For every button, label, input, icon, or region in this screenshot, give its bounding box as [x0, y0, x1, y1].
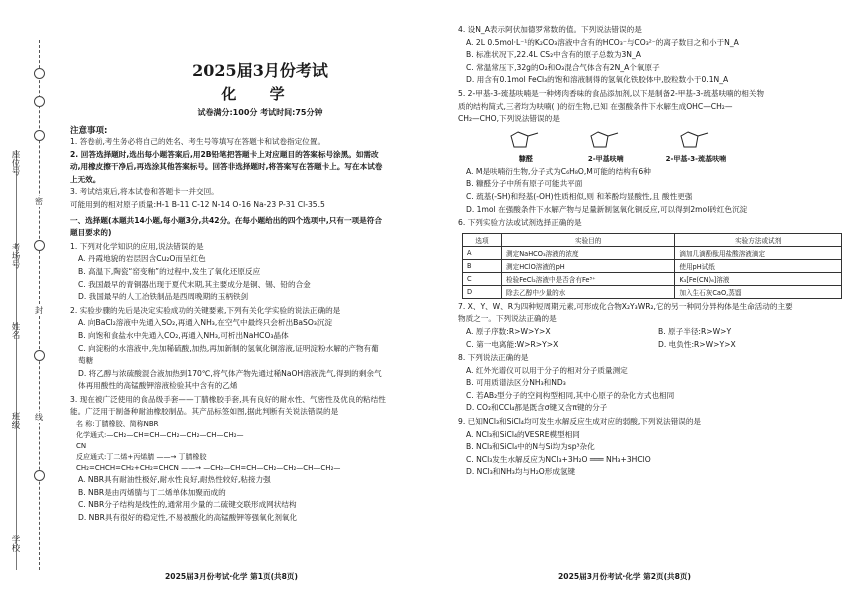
question	[458, 301, 850, 351]
section-heading	[70, 215, 450, 240]
answer-option: C. 向淀粉的水溶液中,先加稀硫酸,加热,再加新制的氢氧化铜溶液,证明淀粉水解的产物有葡	[78, 343, 379, 353]
punch-hole	[34, 130, 45, 141]
question	[458, 24, 850, 87]
answer-option: A. 向BaCl₂溶液中先通入SO₂,再通入NH₃,在空气中最终只会析出BaSO₃沉淀	[78, 318, 333, 328]
answer-option: A. 红外光谱仪可以用于分子的相对分子质量测定	[466, 365, 628, 375]
question-stem: 质的结构简式,三者均为呋喃( )的衍生物,已知 在强酸条件下水解生成OHC—CH₂—	[458, 101, 733, 111]
molecule	[666, 128, 726, 164]
question-stem: 能。广泛用于制备种耐油橡胶制品。其产品标签如图,据此判断有关说法错误的是	[70, 407, 339, 417]
furan-ring-structure	[586, 128, 626, 152]
school-label: 学校	[10, 535, 20, 552]
answer-option: 萄糖	[78, 356, 94, 366]
answer-option: C. 常温常压下,32g的O₂和O₃混合气体含有2N_A个氧原子	[466, 62, 660, 72]
answer-option: D. NCl₃和NH₃均与H₂O形成氢键	[466, 467, 576, 477]
question-stem: 物质之一。下列说法正确的是	[458, 314, 557, 324]
question	[458, 352, 850, 415]
table-cell: 滴加几滴酚酞用盐酸溶液滴定	[675, 246, 842, 259]
question	[70, 394, 450, 525]
table-header-cell: 实验方法或试剂	[675, 233, 842, 246]
notice-list	[70, 136, 450, 212]
seal-char: 封	[35, 306, 43, 315]
question	[70, 305, 450, 393]
answer-option: B. NCl₃和SiCl₄中的N与Si均为sp³杂化	[466, 442, 595, 452]
notice-line: 1. 答卷前,考生务必将自己的姓名、考生号等填写在答题卡和试卷指定位置。	[70, 137, 326, 146]
question-stem: 9. 已知NCl₃和SiCl₄均可发生水解反应生成对应的弱酸,下列说法错误的是	[458, 417, 702, 427]
question	[458, 88, 850, 216]
answer-option: A. 原子序数:R>W>Y>X	[466, 326, 551, 336]
name-label: 姓名	[10, 322, 20, 339]
answer-option: B. 糠醛分子中所有原子可能共平面	[466, 179, 583, 189]
answer-option: C. 第一电离能:W>R>Y>X	[466, 339, 559, 349]
table-cell: 加入生石灰CaO,蒸馏	[675, 285, 842, 298]
answer-option: D. 电负性:R>W>Y>X	[658, 339, 736, 349]
punch-hole	[34, 68, 45, 79]
answer-option: D. CO₂和CCl₄都是既含σ键又含π键的分子	[466, 403, 608, 413]
answer-option: B. 可用质谱法区分NH₃和ND₃	[466, 378, 566, 388]
notice-line: 上无效。	[70, 174, 101, 184]
page-2	[458, 0, 850, 592]
product-label-line: CN	[76, 442, 87, 451]
product-label-line: CH₂=CHCH=CH₂+CH₂=CHCN ——→ —CH₂—CH=CH—CH₂—CH₂—CH—CH₂—	[76, 464, 341, 473]
table-cell: 检验FeCl₂溶液中是否含有Fe³⁺	[502, 272, 675, 285]
question	[458, 217, 850, 299]
molecule-name: 2-甲基呋喃	[587, 154, 624, 163]
answer-option: A. 丹霞地貌的岩层因含Cu₂O而呈红色	[78, 254, 206, 264]
molecule-row	[486, 128, 746, 164]
question-stem: 2. 实验步骤的先后是决定实验成功的关键要素,下列有关化学实验的说法正确的是	[70, 305, 341, 315]
section-heading-line: 题目要求的)	[70, 228, 112, 238]
page-1	[70, 0, 450, 592]
notice-line: 可能用到的相对原子质量:H-1 B-11 C-12 N-14 O-16 Na-23 P-31 Cl-35.5	[70, 199, 325, 209]
notice-line: 动,用橡皮擦干净后,再选涂其他答案标号。回答非选择题时,将答案写在答题卡上。写在本试卷	[70, 162, 383, 172]
furan-ring-structure	[506, 128, 546, 152]
class-label: 班级	[10, 412, 20, 429]
answer-option: B. NBR是由丙烯腈与丁二烯单体加聚而成的	[78, 487, 226, 497]
seal-char: 线	[35, 413, 43, 422]
table-header-cell: 选项	[463, 233, 502, 246]
answer-option-row	[458, 326, 850, 339]
table-cell: A	[463, 246, 502, 259]
question-stem: CH₂—CHO,下列说法错误的是	[458, 114, 560, 124]
answer-option: 体再用酸性的高锰酸钾溶液检验其中含有的乙烯	[78, 381, 238, 391]
question-stem: 8. 下列说法正确的是	[458, 353, 529, 363]
molecule	[586, 128, 626, 164]
punch-hole	[34, 470, 45, 481]
questions-page-1	[70, 241, 450, 525]
question	[70, 241, 450, 304]
experiment-table	[462, 233, 842, 299]
question-stem: 5. 2-甲基-3-巯基呋喃是一种烤肉香味的食品添加剂,以下是制备2-甲基-3-巯基呋喃的相关物	[458, 88, 765, 98]
punch-hole	[34, 96, 45, 107]
table-cell: B	[463, 259, 502, 272]
table-row	[463, 285, 842, 298]
table-cell: 测定NaHCO₃溶液的浓度	[502, 246, 675, 259]
product-label-line: 名 称:丁腈橡胶、简称NBR	[76, 420, 159, 429]
answer-option: A. 2L 0.5mol·L⁻¹的K₂CO₃溶液中含有的HCO₃⁻与CO₃²⁻的离子数目之和小于N_A	[466, 37, 739, 47]
question-stem: 4. 设N_A表示阿伏加德罗常数的值。下列说法错误的是	[458, 25, 642, 34]
question-stem: 1. 下列对化学知识的应用,说法错误的是	[70, 241, 204, 251]
seat-label: 座位号	[10, 150, 20, 176]
molecule-name: 糠醛	[518, 154, 533, 163]
product-label-line: 反应通式:丁二烯+丙烯腈 ——→ 丁腈橡胶	[76, 453, 207, 462]
answer-option: A. NBR具有耐油性极好,耐水性良好,耐热性较好,粘接力强	[78, 475, 271, 485]
furan-ring-structure	[676, 128, 716, 152]
answer-option: A. M是呋喃衍生物,分子式为C₆H₈O,M可能的结构有6种	[466, 166, 651, 176]
molecule	[506, 128, 546, 164]
answer-option: B. 原子半径:R>W>Y	[658, 326, 732, 336]
questions-page-2	[458, 24, 850, 479]
table-cell: 除去乙醇中少量的水	[502, 285, 675, 298]
punch-hole	[34, 240, 45, 251]
answer-option: D. 1mol 在强酸条件下水解产物与足量新制氢氧化铜反应,可以得到2mol砖红色沉淀	[466, 204, 748, 214]
answer-option: D. 我国最早的人工冶铁制品是西周晚期的玉柄铁剑	[78, 292, 249, 302]
answer-option: C. 巯基(-SH)和羟基(-OH)性质相似,则 和苯酚均显酸性,且 酸性更强	[466, 191, 693, 201]
question	[458, 416, 850, 479]
notice-line: 3. 考试结束后,将本试卷和答题卡一并交回。	[70, 187, 219, 197]
exam-room-label: 考场号	[10, 243, 20, 269]
answer-option-row	[458, 339, 850, 352]
punch-hole	[34, 350, 45, 361]
table-cell: C	[463, 272, 502, 285]
notice-line: 2. 回答选择题时,选出每小题答案后,用2B铅笔把答题卡上对应题目的答案标号涂黑。如需改	[70, 149, 379, 159]
table-cell: K₃[Fe(CN)₆]溶液	[675, 272, 842, 285]
seal-char: 密	[35, 197, 43, 206]
table-row	[463, 246, 842, 259]
table-row	[463, 259, 842, 272]
table-cell: D	[463, 285, 502, 298]
question-stem: 6. 下列实验方法或试剂选择正确的是	[458, 218, 582, 228]
notice-heading: 注意事项:	[70, 126, 108, 136]
answer-option: C. 我国最早的青铜器出现于夏代末期,其主要成分是铜、锡、铅的合金	[78, 279, 311, 289]
answer-option: C. NBR分子结构是线性的,通常用少量的二硫键交联形成网状结构	[78, 500, 297, 510]
exam-subject: 化 学	[221, 85, 299, 103]
answer-option: C. NCl₃发生水解反应为NCl₃+3H₂O ═══ NH₃+3HClO	[466, 454, 651, 464]
exam-title: 2025届3月份考试	[192, 61, 328, 80]
answer-option: A. NCl₃和SiCl₄的VESRE模型相同	[466, 429, 580, 439]
answer-option: D. NBR具有很好的稳定性,不易被酸化的高锰酸钾等强氧化剂氧化	[78, 512, 298, 522]
table-row	[463, 272, 842, 285]
answer-option: D. 将乙醇与浓硫酸混合液加热到170℃,将气体产物先通过稀NaOH溶液洗气,得到的剩余气	[78, 368, 382, 378]
page-footer: 2025届3月份考试·化学 第2页(共8页)	[558, 572, 691, 581]
table-header-cell: 实验目的	[502, 233, 675, 246]
product-label-line: 化学通式:—CH₂—CH=CH—CH₂—CH₂—CH—CH₂—	[76, 431, 244, 440]
answer-option: B. 高温下,陶瓷“窑变釉”的过程中,发生了氧化还原反应	[78, 266, 261, 276]
answer-option: B. 标准状况下,22.4L CS₂中含有的原子总数为3N_A	[466, 50, 641, 60]
exam-meta: 试卷满分:100分 考试时间:75分钟	[197, 108, 323, 117]
molecule-name: 2-甲基-3-巯基呋喃	[665, 154, 727, 163]
answer-option: B. 向饱和食盐水中先通入CO₂,再通入NH₃,可析出NaHCO₃晶体	[78, 330, 289, 340]
question-stem: 3. 现在被广泛使用的食品级手套——丁腈橡胶手套,具有良好的耐水性、气密性及优良的粘结性	[70, 394, 386, 404]
table-cell: 使用pH试纸	[675, 259, 842, 272]
binding-margin	[0, 0, 50, 592]
answer-option: D. 用含有0.1mol FeCl₃的饱和溶液制得的氢氧化铁胶体中,胶粒数小于0.1N_A	[466, 75, 729, 85]
info-line	[16, 150, 17, 570]
table-cell: 测定HClO溶液的pH	[502, 259, 675, 272]
page-footer: 2025届3月份考试·化学 第1页(共8页)	[165, 572, 298, 581]
question-stem: 7. X、Y、W、R为四种短周期元素,可形成化合物X₂Y₃WR₂,它的另一种同分异构体是生命活动的主要	[458, 301, 793, 311]
answer-option: C. 若AB₂型分子的空间构型相同,其中心原子的杂化方式也相同	[466, 390, 675, 400]
table-header-row	[463, 233, 842, 246]
section-heading-line: 一、选择题(本题共14小题,每小题3分,共42分。在每小题给出的四个选项中,只有一项是符合	[70, 215, 382, 225]
